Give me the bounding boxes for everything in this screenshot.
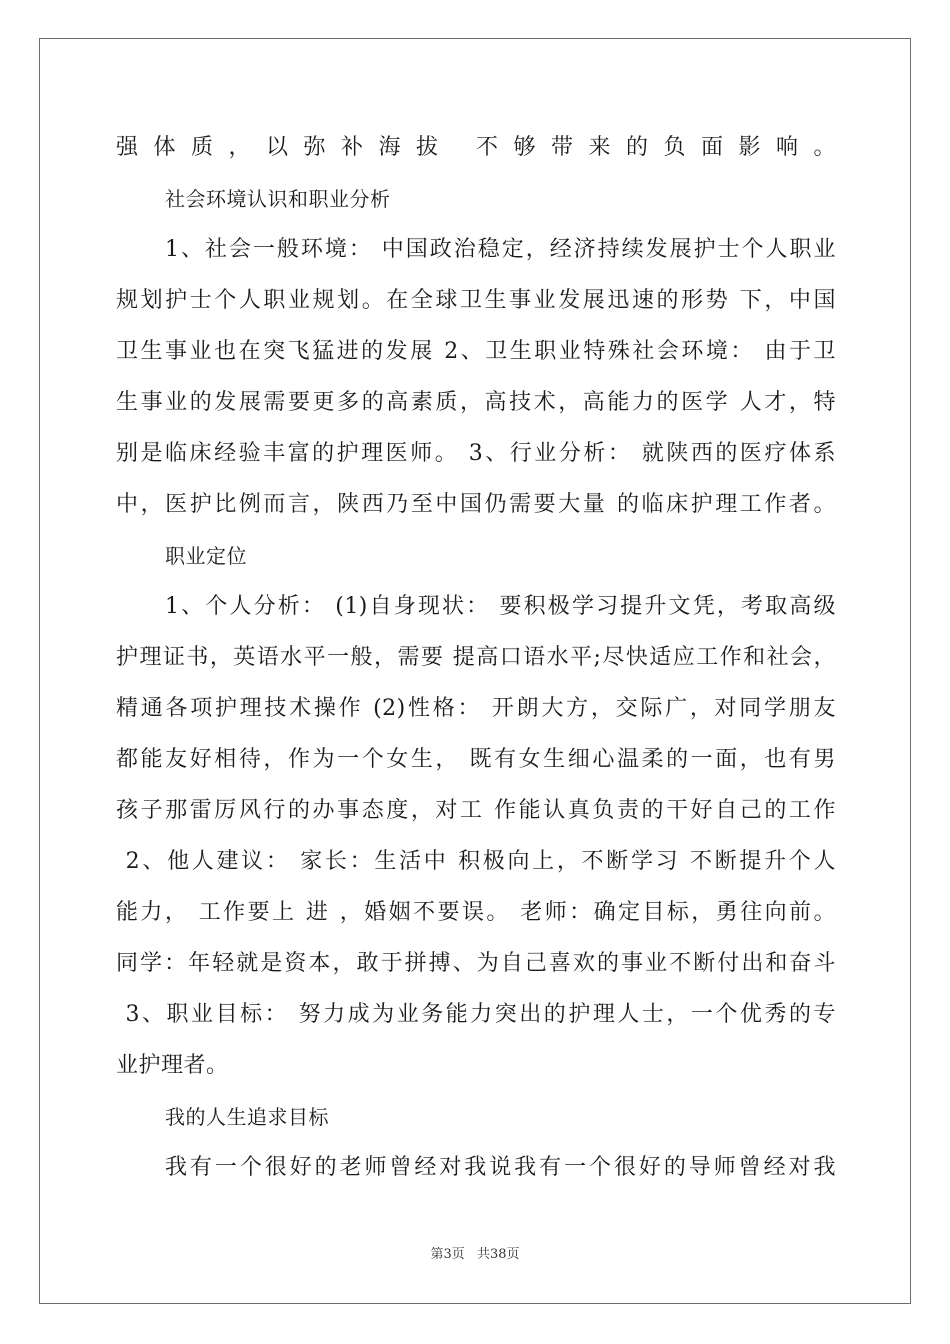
paragraph-line: 卫生事业也在突飞猛进的发展 2、卫生职业特殊社会环境： 由于卫 xyxy=(116,339,836,364)
paragraph-line: 我有一个很好的老师曾经对我说我有一个很好的导师曾经对我 xyxy=(165,1155,836,1180)
paragraph-line: 1、社会一般环境： 中国政治稳定，经济持续发展护士个人职业 xyxy=(165,237,836,262)
paragraph-line: 生事业的发展需要更多的高素质，高技术，高能力的医学 人才，特 xyxy=(116,390,836,415)
paragraph-line: 别是临床经验丰富的护理医师。 3、行业分析： 就陕西的医疗体系 xyxy=(116,441,836,466)
paragraph-line: 中，医护比例而言，陕西乃至中国仍需要大量 的临床护理工作者。 xyxy=(116,492,836,517)
paragraph-line: 规划护士个人职业规划。在全球卫生事业发展迅速的形势 下，中国 xyxy=(116,288,836,313)
section-heading: 职业定位 xyxy=(165,544,247,568)
paragraph-line: 1、个人分析： (1)自身现状： 要积极学习提升文凭，考取高级 xyxy=(165,594,836,619)
paragraph-line: 孩子那雷厉风行的办事态度，对工 作能认真负责的干好自己的工作 xyxy=(116,798,836,823)
section-heading: 我的人生追求目标 xyxy=(165,1105,329,1129)
section-heading: 社会环境认识和职业分析 xyxy=(165,187,391,211)
paragraph-line: 精通各项护理技术操作 (2)性格： 开朗大方，交际广，对同学朋友 xyxy=(116,696,836,721)
paragraph-line: 护理证书，英语水平一般，需要 提高口语水平;尽快适应工作和社会， xyxy=(116,645,836,670)
paragraph-line: 2、他人建议： 家长：生活中 积极向上，不断学习 不断提升个人 xyxy=(116,849,836,874)
page-footer xyxy=(0,1243,950,1262)
page-number: 第3页 xyxy=(430,1247,465,1262)
paragraph-line: 都能友好相待，作为一个女生， 既有女生细心温柔的一面，也有男 xyxy=(116,747,836,772)
paragraph-line: 同学：年轻就是资本，敢于拼搏、为自己喜欢的事业不断付出和奋斗 xyxy=(116,951,836,976)
paragraph-line: 3、职业目标： 努力成为业务能力突出的护理人士，一个优秀的专 xyxy=(116,1002,836,1027)
paragraph-line: 强体质，以弥补海拔 不够带来的负面影响。 xyxy=(116,135,836,160)
page-total: 共38页 xyxy=(476,1247,520,1262)
paragraph-line: 能力， 工作要上 进 ，婚姻不要误。 老师：确定目标，勇往向前。 xyxy=(116,900,836,925)
paragraph-line: 业护理者。 xyxy=(116,1053,229,1078)
